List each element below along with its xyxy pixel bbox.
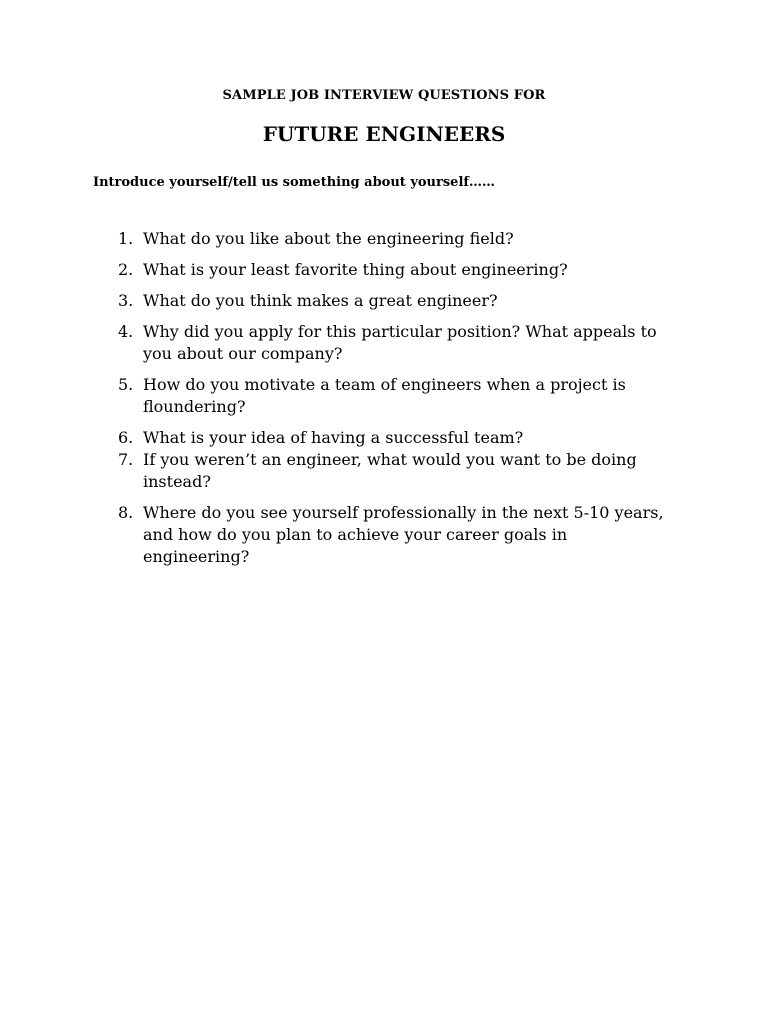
question-item-5: [118, 374, 678, 418]
question-number: 7.: [118, 450, 134, 469]
question-text: What is your least favorite thing about engineering?: [143, 260, 568, 279]
question-item-2: [118, 259, 678, 281]
question-text: What is your idea of having a successful team?: [143, 428, 524, 447]
question-number: 2.: [118, 260, 134, 279]
question-number: 3.: [118, 291, 134, 310]
question-text: What do you like about the engineering field?: [143, 229, 514, 248]
question-item-1: [118, 228, 678, 250]
question-text: If you weren’t an engineer, what would you want to be doing instead?: [143, 450, 637, 491]
document-subtitle: SAMPLE JOB INTERVIEW QUESTIONS FOR: [222, 88, 546, 103]
question-text: How do you motivate a team of engineers when a project is floundering?: [143, 375, 626, 416]
question-number: 5.: [118, 375, 134, 394]
question-item-4: [118, 321, 678, 365]
question-number: 6.: [118, 428, 134, 447]
question-text: Why did you apply for this particular position? What appeals to you about our company?: [143, 322, 657, 363]
question-item-7: [118, 449, 678, 493]
question-item-3: [118, 290, 678, 312]
question-text: What do you think makes a great engineer?: [143, 291, 498, 310]
document-title: FUTURE ENGINEERS: [262, 122, 506, 146]
question-number: 8.: [118, 503, 134, 522]
question-list: [118, 228, 678, 577]
question-item-6: [118, 427, 678, 449]
question-number: 4.: [118, 322, 134, 341]
question-text: Where do you see yourself professionally in the next 5-10 years, and how do you plan to achieve your career goals in engineering?: [143, 503, 664, 566]
intro-prompt: Introduce yourself/tell us something about yourself……: [93, 175, 495, 190]
question-item-8: [118, 502, 678, 568]
question-number: 1.: [118, 229, 134, 248]
